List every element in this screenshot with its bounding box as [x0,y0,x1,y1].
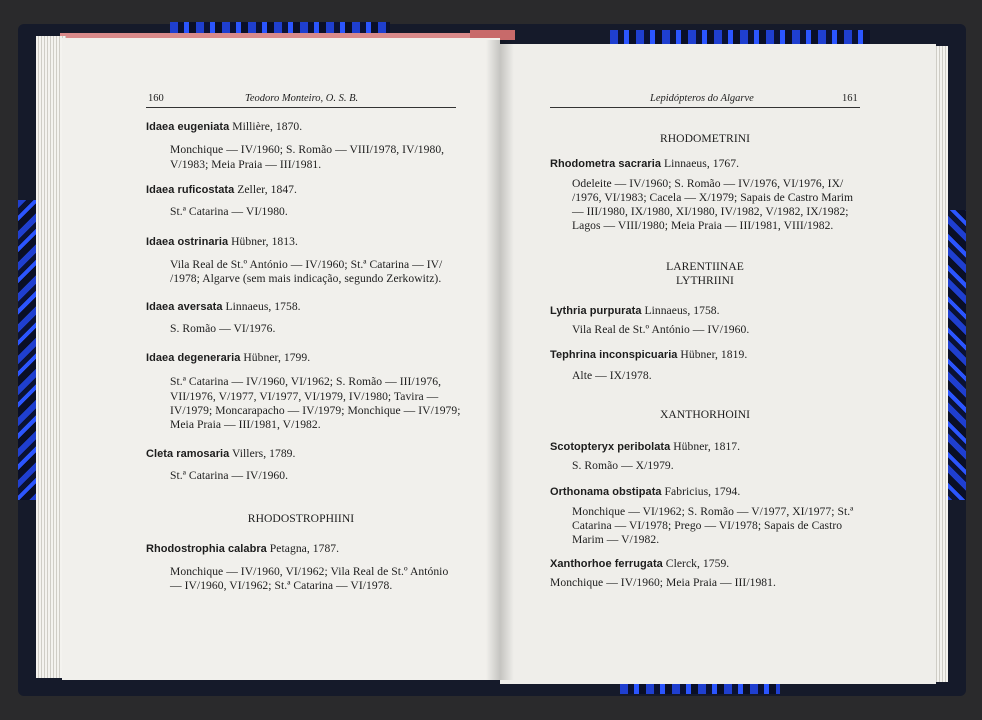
species-entry [550,348,747,361]
right-running-head: Lepidópteros do Algarve [650,93,754,104]
species-name: Lythria purpurata [550,305,642,317]
record-line: IV/1979; Moncarapacho — IV/1979; Monchique — IV/1979; [170,404,461,417]
species-entry [550,557,729,570]
record-line: Monchique — IV/1960, VI/1962; Vila Real de St.º António [170,565,449,578]
record-line: — III/1980, IX/1980, XI/1980, IV/1982, V/1982, IX/1982; [572,205,849,218]
book-gutter-shadow [486,40,514,680]
species-name: Idaea eugeniata [146,121,230,133]
record-line: Vila Real de St.º António — IV/1960; St.ª Catarina — IV/ [170,258,443,271]
species-entry [550,304,720,317]
tribe-heading: RHODOMETRINI [659,132,751,145]
record-line: Meia Praia — III/1981, V/1982. [170,418,321,431]
species-entry [146,542,339,555]
species-entry [550,440,740,453]
record-line: Marim — V/1982. [572,533,660,546]
species-entry [146,447,295,460]
species-name: Tephrina inconspicuaria [550,349,678,361]
subfamily-heading: LARENTIINAE [666,260,744,273]
record-line: Vila Real de St.º António — IV/1960. [572,323,750,336]
record-line: S. Romão — VI/1976. [170,322,276,335]
right-page-number: 161 [842,93,858,104]
species-author: Clerck, 1759. [662,557,730,570]
species-author: Millière, 1870. [229,120,303,133]
species-entry [550,485,740,498]
record-line: Monchique — IV/1960; Meia Praia — III/1981. [550,576,776,589]
tribe-heading: XANTHORHOINI [659,408,751,421]
species-author: Petagna, 1787. [266,542,340,555]
species-entry [146,300,301,313]
species-name: Xanthorhoe ferrugata [550,558,663,570]
species-name: Orthonama obstipata [550,486,662,498]
species-author: Villers, 1789. [229,447,296,460]
species-author: Linnaeus, 1758. [222,300,301,313]
record-line: Lagos — VIII/1980; Meia Praia — III/1981, VIII/1982. [572,219,834,232]
species-entry [550,157,739,170]
species-author: Linnaeus, 1767. [661,157,740,170]
species-name: Idaea aversata [146,301,223,313]
marbled-endpaper-top-right [610,30,870,44]
species-author: Hübner, 1813. [228,235,298,248]
species-entry [146,351,310,364]
page-stack-right [934,46,948,682]
record-line: St.ª Catarina — VI/1980. [170,205,288,218]
species-author: Fabricius, 1794. [661,485,741,498]
species-author: Hübner, 1799. [240,351,311,364]
record-line: St.ª Catarina — IV/1960. [170,469,289,482]
record-line: S. Romão — X/1979. [572,459,674,472]
record-line: Odeleite — IV/1960; S. Romão — IV/1976, VI/1976, IX/ [572,177,844,190]
record-line: St.ª Catarina — IV/1960, VI/1962; S. Romão — III/1976, [170,375,442,388]
species-name: Scotopteryx peribolata [550,441,671,453]
record-line: V/1983; Meia Praia — III/1981. [170,158,322,171]
right-page [500,44,936,684]
species-entry [146,235,298,248]
species-author: Zeller, 1847. [234,183,297,196]
left-running-head: Teodoro Monteiro, O. S. B. [245,93,359,104]
species-name: Idaea ruficostata [146,184,235,196]
species-name: Rhodostrophia calabra [146,543,267,555]
species-name: Rhodometra sacraria [550,158,661,170]
species-name: Idaea degeneraria [146,352,241,364]
species-entry [146,120,302,133]
species-name: Cleta ramosaria [146,448,230,460]
species-entry [146,183,297,196]
left-page-number: 160 [148,93,164,104]
left-page [62,38,500,680]
right-header-rule [550,107,860,108]
record-line: Monchique — IV/1960; S. Romão — VIII/1978, IV/1980, [170,143,445,156]
species-author: Hübner, 1817. [670,440,741,453]
species-author: Hübner, 1819. [677,348,748,361]
left-header-rule [146,107,456,108]
record-line: — IV/1960, VI/1962; St.ª Catarina — VI/1978. [170,579,393,592]
record-line: /1978; Algarve (sem mais indicação, segundo Zerkowitz). [170,272,442,285]
tribe-heading: LYTHRIINI [676,274,734,287]
species-name: Idaea ostrinaria [146,236,229,248]
record-line: VII/1976, V/1977, VI/1977, VI/1979, IV/1980; Tavira — [170,390,439,403]
record-line: Catarina — VI/1978; Prego — VI/1978; Sapais de Castro [572,519,843,532]
record-line: Monchique — VI/1962; S. Romão — V/1977, XI/1977; St.ª [572,505,854,518]
tribe-heading: RHODOSTROPHIINI [247,512,355,525]
species-author: Linnaeus, 1758. [641,304,720,317]
record-line: Alte — IX/1978. [572,369,652,382]
record-line: /1976, VI/1983; Cacela — X/1979; Sapais de Castro Marim [572,191,854,204]
